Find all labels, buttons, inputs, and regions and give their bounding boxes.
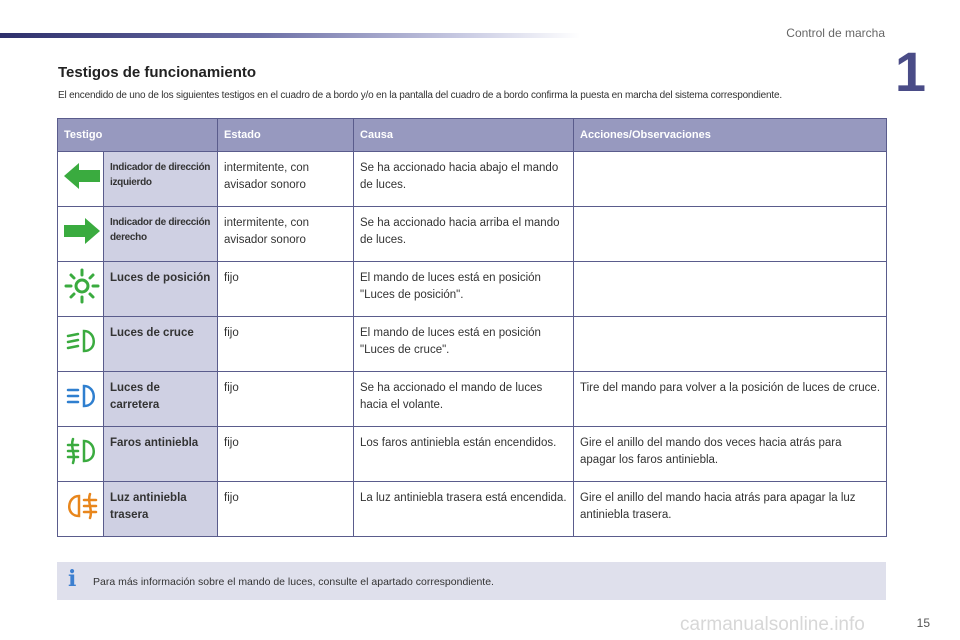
row-acciones <box>574 262 887 317</box>
row-name: Luces de posición <box>104 262 218 317</box>
table-row <box>58 152 887 207</box>
row-estado: fijo <box>218 317 354 372</box>
row-causa: La luz antiniebla trasera está encendida. <box>354 482 574 537</box>
row-causa: Los faros antiniebla están encendidos. <box>354 427 574 482</box>
table-header <box>58 119 887 152</box>
front-fog-icon <box>58 427 104 482</box>
left-arrow-icon <box>58 152 104 207</box>
row-acciones <box>574 317 887 372</box>
rear-fog-icon <box>58 482 104 537</box>
position-lights-icon <box>58 262 104 317</box>
col-acciones: Acciones/Observaciones <box>574 119 887 152</box>
row-name: Indicador de dirección izquierdo <box>104 152 218 207</box>
row-causa: El mando de luces está en posición "Luces de posición". <box>354 262 574 317</box>
dipped-beam-icon <box>58 317 104 372</box>
chapter-number: 1 <box>894 40 926 103</box>
info-note-text: Para más información sobre el mando de luces, consulte el apartado correspondiente. <box>93 576 494 588</box>
info-note <box>57 562 886 600</box>
table-row <box>58 482 887 537</box>
row-causa: Se ha accionado hacia abajo el mando de luces. <box>354 152 574 207</box>
row-acciones: Tire del mando para volver a la posición de luces de cruce. <box>574 372 887 427</box>
row-causa: Se ha accionado hacia arriba el mando de luces. <box>354 207 574 262</box>
table-row <box>58 317 887 372</box>
table-row <box>58 207 887 262</box>
table-row <box>58 372 887 427</box>
row-estado: fijo <box>218 372 354 427</box>
row-name: Faros antiniebla <box>104 427 218 482</box>
row-estado: intermitente, con avisador sonoro <box>218 207 354 262</box>
row-name: Luces de carretera <box>104 372 218 427</box>
table-row <box>58 427 887 482</box>
row-name: Luz antiniebla trasera <box>104 482 218 537</box>
row-estado: intermitente, con avisador sonoro <box>218 152 354 207</box>
row-causa: Se ha accionado el mando de luces hacia el volante. <box>354 372 574 427</box>
section-title: Control de marcha <box>786 26 885 40</box>
row-name: Luces de cruce <box>104 317 218 372</box>
col-causa: Causa <box>354 119 574 152</box>
table-row <box>58 262 887 317</box>
main-beam-icon <box>58 372 104 427</box>
right-arrow-icon <box>58 207 104 262</box>
row-estado: fijo <box>218 427 354 482</box>
warning-lights-table <box>57 118 887 537</box>
col-testigo: Testigo <box>58 119 218 152</box>
row-causa: El mando de luces está en posición "Luces de cruce". <box>354 317 574 372</box>
row-estado: fijo <box>218 262 354 317</box>
watermark: carmanualsonline.info <box>680 614 865 635</box>
intro-text: El encendido de uno de los siguientes testigos en el cuadro de a bordo y/o en la pantalla del cuadro de a bordo confirma la puesta en marcha del sistema correspondiente. <box>58 90 782 101</box>
row-acciones: Gire el anillo del mando dos veces hacia atrás para apagar los faros antiniebla. <box>574 427 887 482</box>
header-bar <box>0 33 580 38</box>
info-icon: i <box>68 566 77 592</box>
row-name: Indicador de dirección derecho <box>104 207 218 262</box>
col-estado: Estado <box>218 119 354 152</box>
page-number: 15 <box>916 616 930 630</box>
row-acciones <box>574 152 887 207</box>
row-acciones <box>574 207 887 262</box>
row-estado: fijo <box>218 482 354 537</box>
row-acciones: Gire el anillo del mando hacia atrás para apagar la luz antiniebla trasera. <box>574 482 887 537</box>
page-title: Testigos de funcionamiento <box>58 64 257 81</box>
